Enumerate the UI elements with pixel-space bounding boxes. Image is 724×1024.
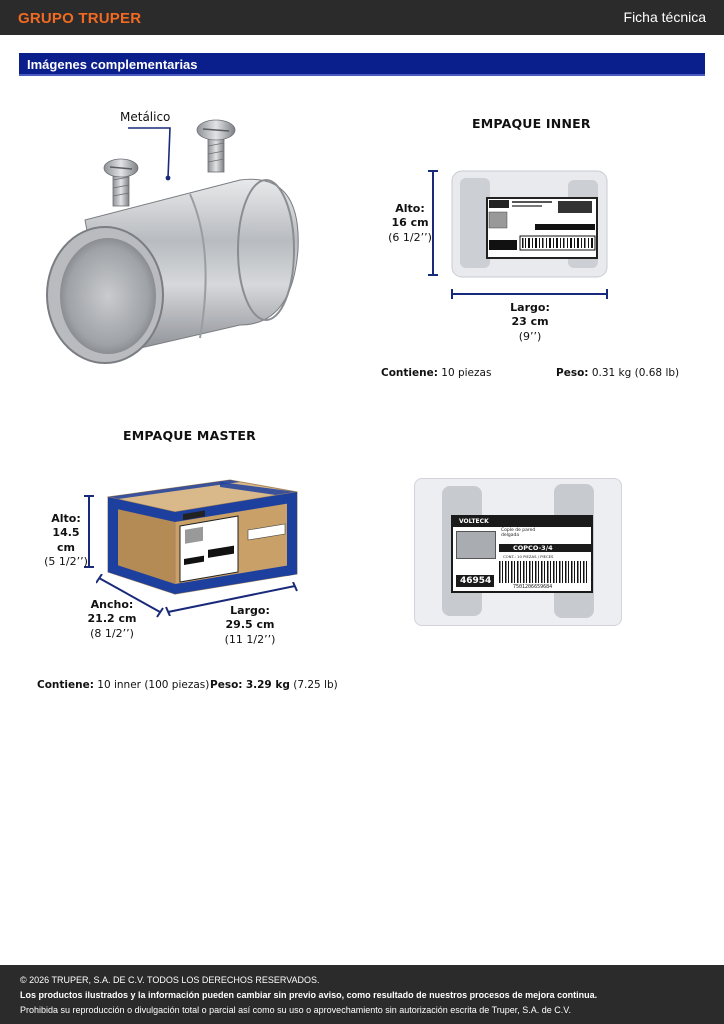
label-barcode [499,561,589,583]
master-height-tick-top [84,495,94,497]
inner-weight: Peso: 0.31 kg (0.68 lb) [556,367,680,379]
product-label [451,515,593,593]
package-closeup-image [414,478,622,626]
label-code-band [456,575,494,587]
footer-copyright: © 2026 TRUPER, S.A. DE C.V. TODOS LOS DERECHOS RESERVADOS. [20,975,320,985]
label-product-photo [456,531,496,559]
footer [0,965,724,1024]
section-title: Imágenes complementarias [27,57,198,72]
inner-pack-heading: EMPAQUE INNER [472,116,591,131]
section-header [19,53,705,76]
top-header [0,0,724,35]
inner-contains: Contiene: 10 piezas [381,367,492,379]
master-height-label: Alto: 14.5 cm (5 1/2’’) [44,512,88,568]
master-height-dimension-line [88,495,90,567]
inner-height-tick-bottom [428,274,438,276]
label-model: COPCO-3/4 [513,544,553,552]
inner-package-image [450,168,610,280]
master-pack-heading: EMPAQUE MASTER [123,428,256,443]
inner-length-tick-left [451,289,453,299]
label-model-band [499,544,591,552]
inner-length-dimension-line [452,293,607,295]
footer-notice: Los productos ilustrados y la información pueden cambiar sin previo aviso, como resultado de nuestros procesos de mejora continua. [20,990,598,1000]
label-product-name: Cople de pared delgada [501,528,536,538]
label-contents: CONT.: 10 PIEZAS / PIECES [503,554,554,559]
label-barcode-number: 7501206659684 [513,584,553,590]
inner-length-label: Largo: 23 cm (9’’) [510,301,550,343]
label-brand-band [453,517,593,527]
master-weight: Peso: 3.29 kg (7.25 lb) [210,679,338,691]
label-code: 46954 [460,576,492,586]
sheet-title: Ficha técnica [623,9,706,25]
master-length-label: Largo: 29.5 cm (11 1/2’’) [224,604,276,646]
label-brand: VOLTECK [459,518,489,525]
inner-height-label: Alto: 16 cm (6 1/2’’) [388,202,432,244]
inner-length-tick-right [606,289,608,299]
master-width-label: Ancho: 21.2 cm (8 1/2’’) [87,598,137,640]
material-label: Metálico [120,110,171,124]
master-contains: Contiene: 10 inner (100 piezas) [37,679,210,691]
inner-height-tick-top [428,170,438,172]
brand-logo: GRUPO TRUPER [18,10,142,27]
footer-prohibition: Prohibida su reproducción o divulgación total o parcial así como su uso o aprovechamiento sin autorización escrita de Truper, S.A. de C.V. [20,1005,571,1015]
coupling-product-image [40,110,310,370]
inner-height-dimension-line [432,170,434,275]
